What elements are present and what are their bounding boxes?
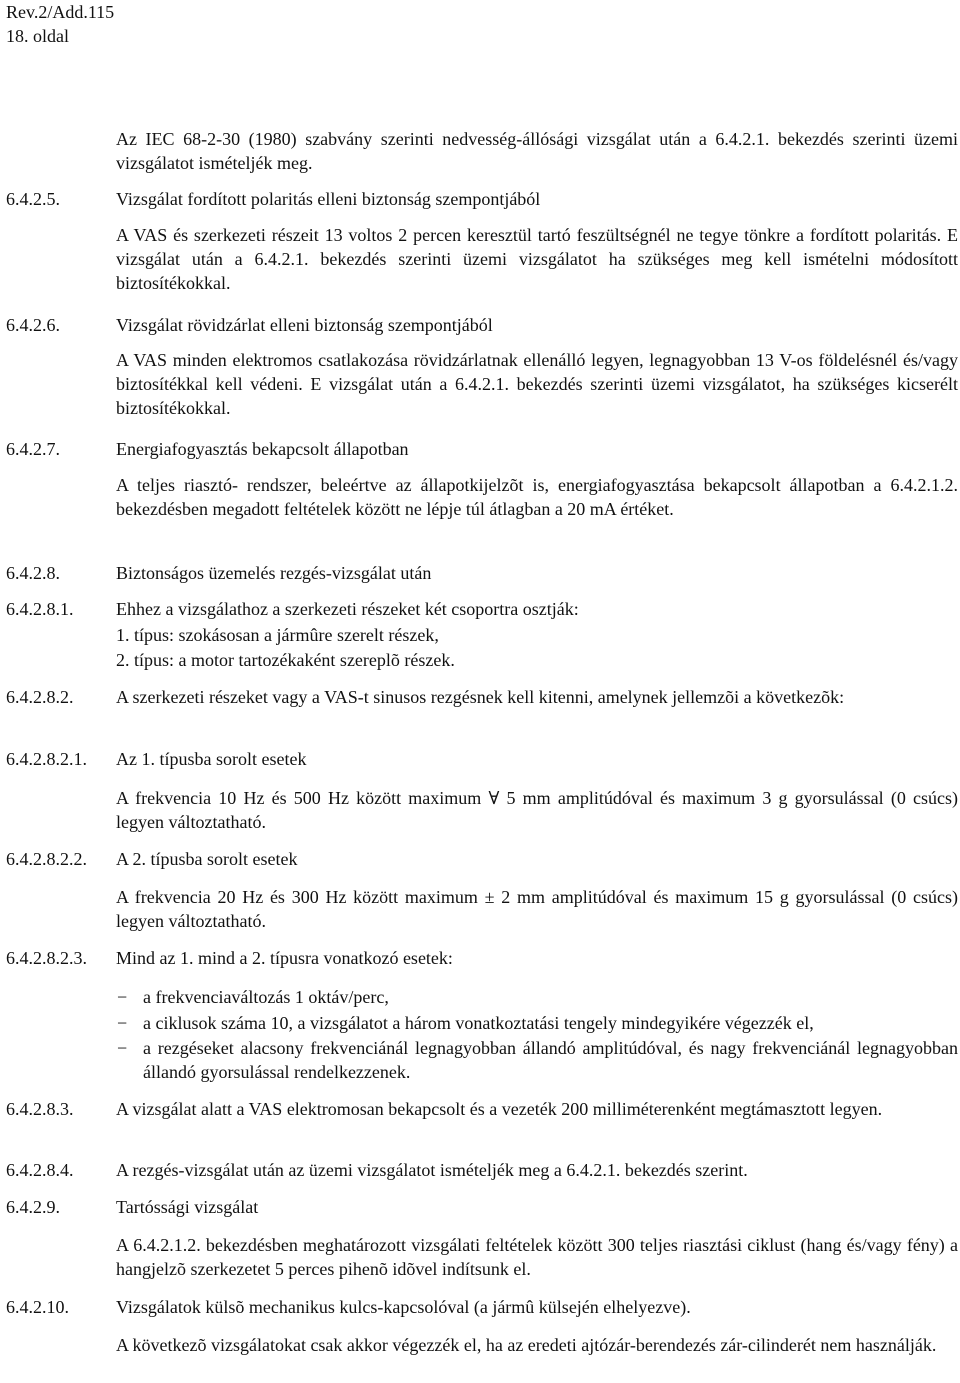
section-number: 6.4.2.8. (6, 563, 60, 583)
intro-paragraph: Az IEC 68-2-30 (1980) szabvány szerinti nedvesség-állósági vizsgálat után a 6.4.2.1. bekezdés szerinti üzemi vizsgálatot ismételjék meg. (116, 129, 958, 173)
section-title: Tartóssági vizsgálat (116, 1197, 259, 1217)
section-number: 6.4.2.8.2.2. (6, 849, 87, 869)
bullet-item: a frekvenciaváltozás 1 oktáv/perc, (143, 987, 389, 1007)
section-body: A VAS és szerkezeti részeit 13 voltos 2 percen keresztül tartó feszültségnél ne tegye tönkre a fordított polaritás. E vizsgálat után a 6.4.2.1. bekezdés szerinti üzemi vizsgálatot ha szükséges meg kell ismételni módosított biztosítékokkal. (116, 225, 958, 293)
page-number: 18. oldal (6, 26, 69, 46)
section-body: A VAS minden elektromos csatlakozása rövidzárlatnak ellenálló legyen, legnagyobban 13 V-os földelésnél és/vagy biztosítékkal kell védeni. E vizsgálat után a 6.4.2.1. bekezdés szerinti üzemi vizsgálatot, ha szükséges kicserélt biztosítékokkal. (116, 350, 958, 418)
section-number: 6.4.2.8.2.1. (6, 749, 87, 769)
section-number: 6.4.2.8.2.3. (6, 948, 87, 968)
section-number: 6.4.2.7. (6, 439, 60, 459)
section-body: A rezgés-vizsgálat után az üzemi vizsgálatot ismételjék meg a 6.4.2.1. bekezdés szerint. (116, 1160, 748, 1180)
bullet-item: a ciklusok száma 10, a vizsgálatot a három vonatkoztatási tengely mindegyikére végezzék el, (143, 1013, 814, 1033)
section-number: 6.4.2.8.1. (6, 599, 74, 619)
section-title: Mind az 1. mind a 2. típusra vonatkozó esetek: (116, 948, 453, 968)
section-title: Biztonságos üzemelés rezgés-vizsgálat után (116, 563, 432, 583)
section-title: A 2. típusba sorolt esetek (116, 849, 298, 869)
section-body: A 6.4.2.1.2. bekezdésben meghatározott vizsgálati feltételek között 300 teljes riasztási ciklust (hang és/vagy fény) a hangjelzõ szerkezetet 5 perces pihenõ idõvel indítsunk el. (116, 1235, 958, 1279)
section-body: A következõ vizsgálatokat csak akkor végezzék el, ha az eredeti ajtózár-berendezés zár-cilinderét nem használják. (116, 1335, 937, 1355)
section-number: 6.4.2.6. (6, 315, 60, 335)
section-body: A teljes riasztó- rendszer, beleértve az állapotkijelzõt is, energiafogyasztása bekapcsolt állapotban a 6.4.2.1.2. bekezdésben megadott feltételek között ne lépje túl átlagban a 20 mA értéket. (116, 475, 958, 519)
dash-bullet: − (117, 987, 128, 1007)
section-number: 6.4.2.8.2. (6, 687, 74, 707)
list-line: 1. típus: szokásosan a jármûre szerelt részek, (116, 625, 439, 645)
section-number: 6.4.2.8.3. (6, 1099, 74, 1119)
section-title: Energiafogyasztás bekapcsolt állapotban (116, 439, 409, 459)
list-line: Ehhez a vizsgálathoz a szerkezeti részeket két csoportra osztják: (116, 599, 579, 619)
section-title: Az 1. típusba sorolt esetek (116, 749, 307, 769)
dash-bullet: − (117, 1013, 128, 1033)
document-reference: Rev.2/Add.115 (6, 2, 115, 22)
section-number: 6.4.2.5. (6, 189, 60, 209)
section-number: 6.4.2.8.4. (6, 1160, 74, 1180)
section-number: 6.4.2.9. (6, 1197, 60, 1217)
section-title: Vizsgálat rövidzárlat elleni biztonság szempontjából (116, 315, 493, 335)
section-number: 6.4.2.10. (6, 1297, 69, 1317)
section-body: A frekvencia 20 Hz és 300 Hz között maximum ± 2 mm amplitúdóval és maximum 15 g gyorsulással (0 csúcs) legyen változtatható. (116, 887, 958, 931)
section-title: Vizsgálatok külsõ mechanikus kulcs-kapcsolóval (a jármû külsején elhelyezve). (116, 1297, 691, 1317)
list-line: 2. típus: a motor tartozékaként szereplõ részek. (116, 650, 455, 670)
bullet-item: a rezgéseket alacsony frekvenciánál legnagyobban állandó amplitúdóval, és nagy frekvenciánál legnagyobban állandó gyorsulással rendelkezzenek. (143, 1038, 958, 1082)
section-title: Vizsgálat fordított polaritás elleni biztonság szempontjából (116, 189, 541, 209)
dash-bullet: − (117, 1038, 128, 1058)
section-body: A vizsgálat alatt a VAS elektromosan bekapcsolt és a vezeték 200 milliméterenként megtámasztott legyen. (116, 1099, 883, 1119)
section-body: A szerkezeti részeket vagy a VAS-t sinusos rezgésnek kell kitenni, amelynek jellemzõi a következõk: (116, 687, 845, 707)
section-body: A frekvencia 10 Hz és 500 Hz között maximum ∀ 5 mm amplitúdóval és maximum 3 g gyorsulással (0 csúcs) legyen változtatható. (116, 788, 958, 832)
